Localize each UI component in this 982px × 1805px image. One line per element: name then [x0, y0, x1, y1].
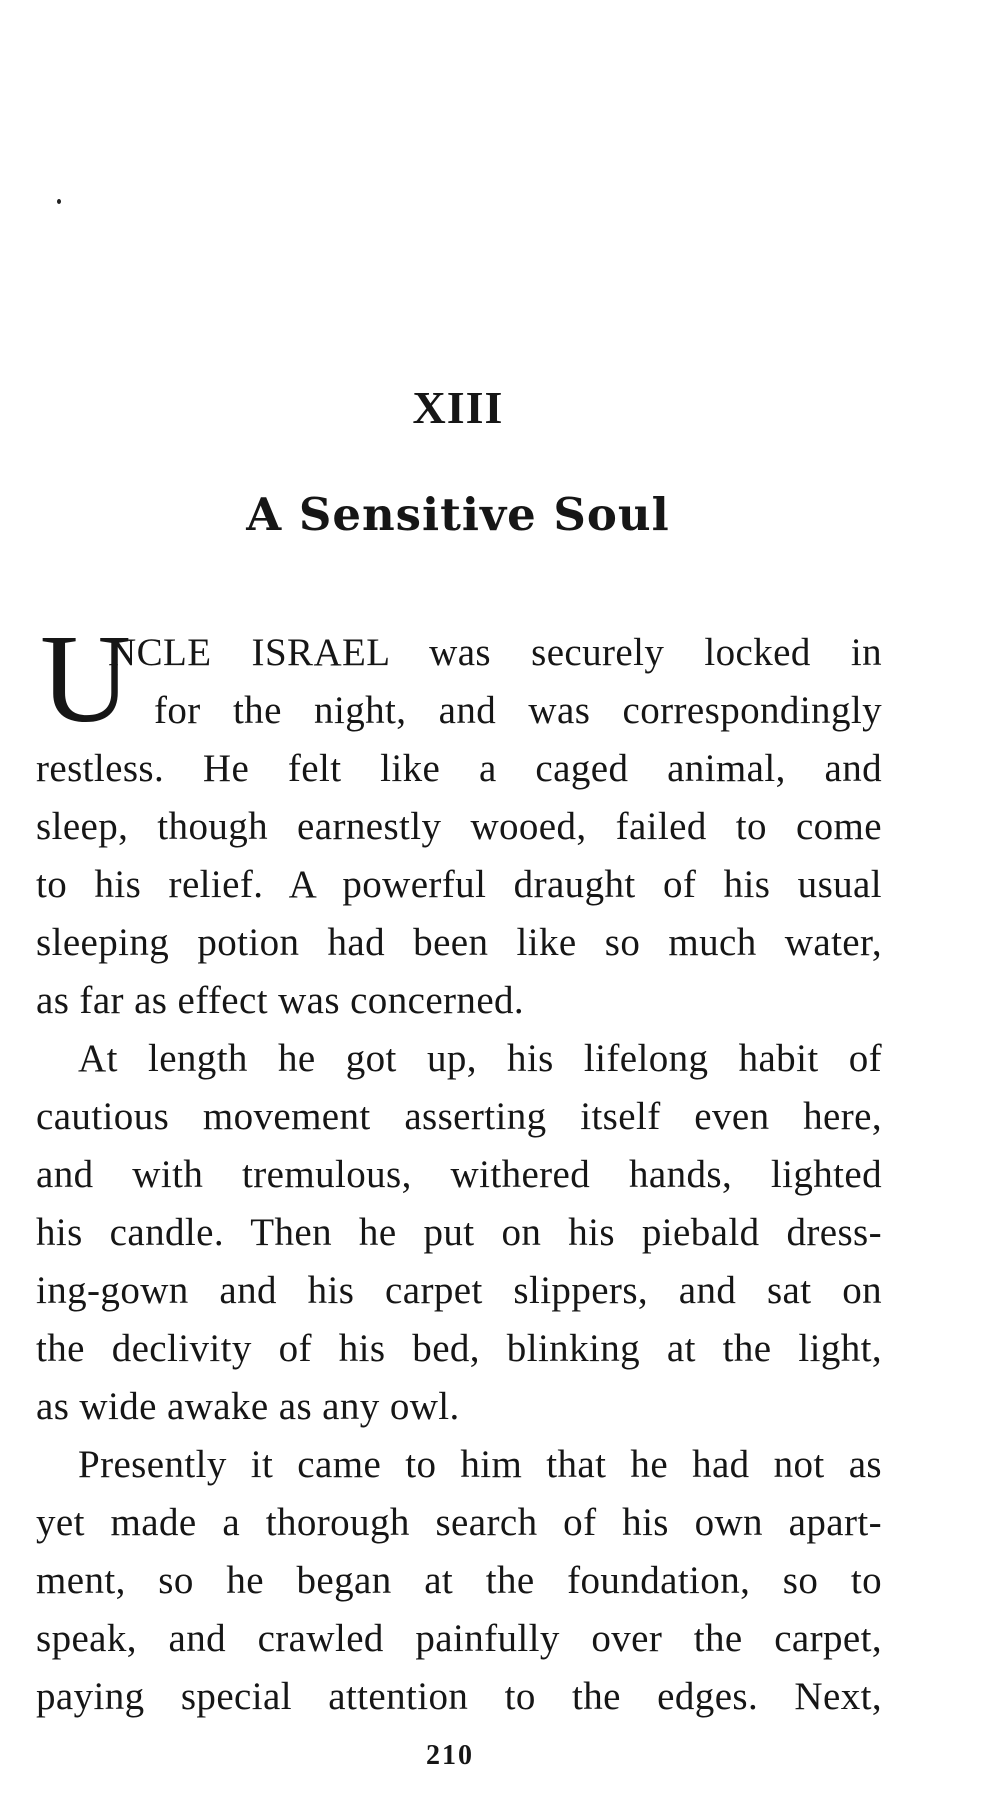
text-line: Presently it came to him that he had not as — [78, 1443, 882, 1486]
text-line: NCLE ISRAEL was securely locked in — [108, 631, 882, 674]
text-line: At length he got up, his lifelong habit of — [78, 1037, 882, 1080]
drop-cap: U — [40, 610, 132, 749]
paragraph-2 — [36, 1030, 882, 1436]
chapter-number: XIII — [412, 382, 504, 433]
text-line: ment, so he began at the foundation, so to — [36, 1559, 882, 1602]
text-line: his candle. Then he put on his piebald dress- — [36, 1211, 882, 1254]
text-line: for the night, and was correspondingly — [154, 689, 882, 732]
paragraph-1 — [36, 610, 882, 1030]
text-line: ing-gown and his carpet slippers, and sat on — [36, 1269, 882, 1312]
text-line: restless. He felt like a caged animal, and — [36, 747, 882, 790]
text-line: yet made a thorough search of his own apart- — [36, 1501, 882, 1544]
ink-speck — [57, 199, 61, 204]
text-line: sleeping potion had been like so much water, — [36, 921, 882, 964]
text-line: the declivity of his bed, blinking at the light, — [36, 1327, 882, 1370]
text-line: paying special attention to the edges. Next, — [36, 1675, 882, 1718]
text-line: and with tremulous, withered hands, lighted — [36, 1153, 882, 1196]
paragraph-3 — [36, 1436, 882, 1726]
text-line: sleep, though earnestly wooed, failed to come — [36, 805, 882, 848]
text-line: as wide awake as any owl. — [36, 1385, 460, 1428]
chapter-text — [36, 610, 882, 1726]
text-line: as far as effect was concerned. — [36, 979, 525, 1022]
text-line: to his relief. A powerful draught of his usual — [36, 863, 882, 906]
text-line: speak, and crawled painfully over the carpet, — [36, 1617, 882, 1660]
text-line: cautious movement asserting itself even here, — [36, 1095, 882, 1138]
chapter-title: A Sensitive Soul — [246, 488, 670, 541]
page-number: 210 — [426, 1740, 474, 1771]
